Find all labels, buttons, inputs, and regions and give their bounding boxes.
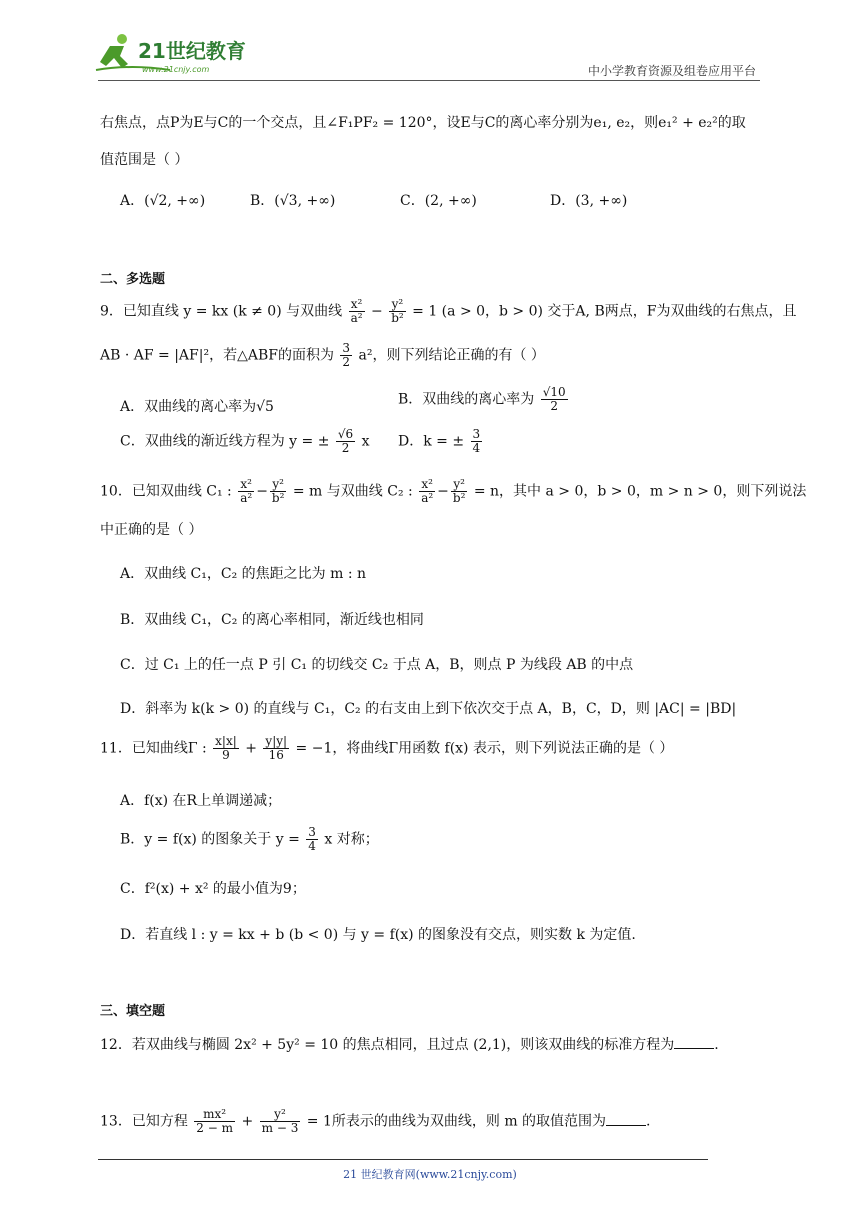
- q8-line1: 右焦点，点P为E与C的一个交点，且∠F₁PF₂ = 120°，设E与C的离心率分别为e₁, e₂，则e₁² + e₂²的取: [100, 115, 746, 131]
- q11-line1: 11．已知曲线Γ : $\frac{x|x|}{9}$ + $\frac{y|y|}{16}$ = −1，将曲线Γ用函数 f(x) 表示，则下列说法正确的是（ ）: [100, 734, 674, 763]
- q9-line1: 9．已知直线 y = kx (k ≠ 0) 与双曲线 $\frac{\text{x²}}{\text{a²}}$ − $\frac{\text{y²}}{\text{b²}}$ = 1 (a > 0，b > 0) 交于A, B两点，F为双曲线的右焦点，且: [100, 297, 797, 326]
- answer-blank[interactable]: [674, 1036, 714, 1049]
- q8-line2: 值范围是（ ）: [100, 152, 189, 168]
- q11-option-a: A．f(x) 在R上单调递减；: [120, 793, 282, 809]
- logo: [92, 30, 262, 76]
- header-divider: [98, 80, 760, 81]
- fraction: $\frac{3}{2}$: [342, 341, 351, 370]
- q12-text: 12．若双曲线与椭圆 2x² + 5y² = 10 的焦点相同，且过点 (2,1)，则该双曲线的标准方程为 .: [100, 1037, 719, 1053]
- q9-option-a: A．双曲线的离心率为√5: [120, 399, 274, 415]
- q11-option-c: C．f²(x) + x² 的最小值为9；: [120, 881, 306, 897]
- answer-blank[interactable]: [606, 1113, 646, 1126]
- q11-option-b: B．y = f(x) 的图象关于 y = $\frac{3}{4}$ x 对称；: [120, 825, 379, 854]
- q9-option-b: B．双曲线的离心率为 $\frac{√10}{2}$: [398, 385, 566, 414]
- q10-option-b: B．双曲线 C₁，C₂ 的离心率相同，渐近线也相同: [120, 612, 424, 628]
- q10-line2: 中正确的是（ ）: [100, 522, 203, 538]
- q13-text: 13．已知方程 $\frac{\text{mx²}}{2 - m}$ + $\frac{\text{y²}}{m - 3}$ = 1所表示的曲线为双曲线，则 m 的取值范围为 .: [100, 1107, 651, 1136]
- q8-option-d: D．(3, +∞): [550, 193, 628, 209]
- logo-url: www.21cnjy.com: [142, 65, 210, 74]
- footer-link[interactable]: 21 世纪教育网(www.21cnjy.com): [343, 1168, 517, 1181]
- q10-option-c: C．过 C₁ 上的任一点 P 引 C₁ 的切线交 C₂ 于点 A，B，则点 P 为线段 AB 的中点: [120, 657, 634, 673]
- footer-divider: [98, 1159, 708, 1160]
- q10-option-a: A．双曲线 C₁，C₂ 的焦距之比为 m : n: [120, 566, 367, 582]
- q9-option-d: D．k = ± $\frac{3}{4}$: [398, 427, 481, 456]
- section-title-multi: 二、多选题: [100, 272, 166, 287]
- q9-line2: AB · AF = |AF|²，若△ABF的面积为 $\frac{3}{2}$ a²，则下列结论正确的有（ ）: [100, 341, 545, 370]
- platform-name: 中小学教育资源及组卷应用平台: [587, 64, 756, 78]
- q8-option-a: A．(√2, +∞): [120, 193, 206, 209]
- q8-option-b: B．(√3, +∞): [250, 193, 336, 209]
- fraction: $\frac{\text{y²}}{\text{b²}}$: [391, 297, 404, 326]
- q9-option-c: C．双曲线的渐近线方程为 y = ± $\frac{√6}{2}$ x: [120, 427, 370, 456]
- q11-option-d: D．若直线 l : y = kx + b (b < 0) 与 y = f(x) 的图象没有交点，则实数 k 为定值.: [120, 927, 636, 943]
- q10-option-d: D．斜率为 k(k > 0) 的直线与 C₁，C₂ 的右支由上到下依次交于点 A，B，C，D，则 |AC| = |BD|: [120, 701, 737, 717]
- runner-logo-icon: [92, 30, 262, 76]
- q8-option-c: C．(2, +∞): [400, 193, 477, 209]
- q10-line1: 10．已知双曲线 C₁ : $\frac{\text{x²}}{\text{a²}}$ − $\frac{\text{y²}}{\text{b²}}$ = m 与双曲线 C₂ : $\frac{\text{x²}}{\text{a²}}$ − $\frac{\text{y²}}{\text{b²}}$ = n，其中 a > 0，b > 0，m > n > 0，则下列说法: [100, 477, 807, 506]
- fraction: $\frac{\text{x²}}{\text{a²}}$: [350, 297, 363, 326]
- section-title-fill: 三、填空题: [100, 1004, 166, 1019]
- logo-text: 21世纪教育: [138, 39, 246, 63]
